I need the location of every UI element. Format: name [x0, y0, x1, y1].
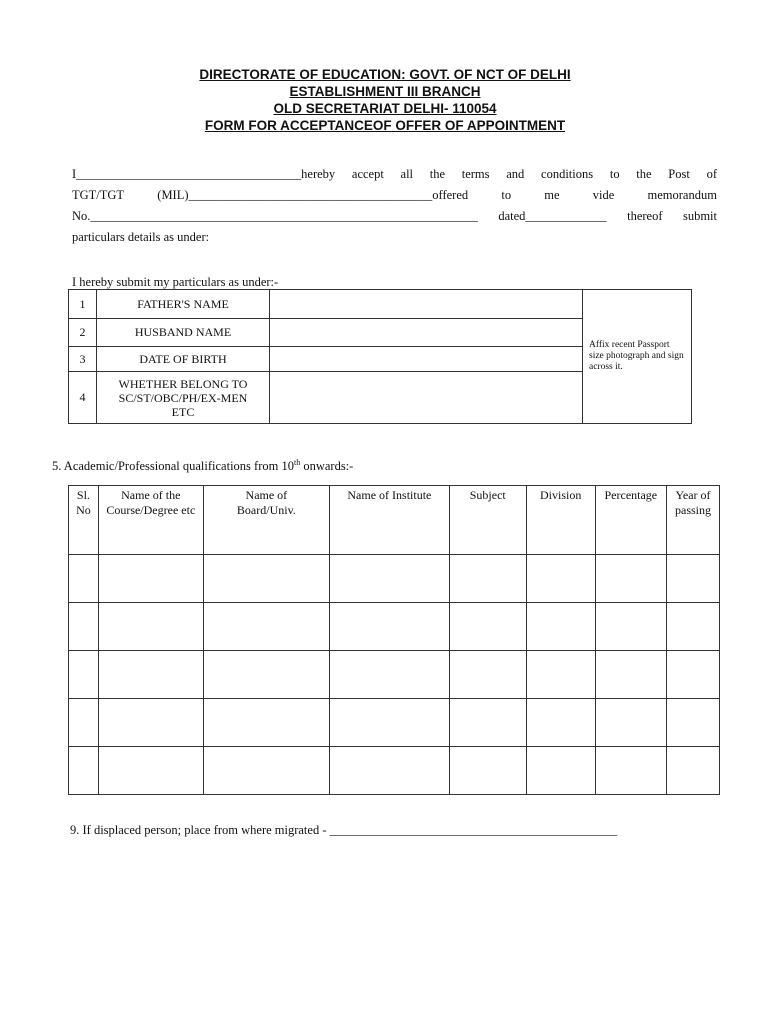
heading-text: 5. Academic/Professional qualifications from 10: [52, 459, 294, 474]
table-cell[interactable]: [69, 747, 99, 795]
table-row: [69, 290, 692, 319]
row-number: 2: [69, 319, 97, 347]
husband-name-field[interactable]: [270, 319, 583, 347]
table-cell[interactable]: [449, 747, 526, 795]
table-cell[interactable]: [329, 699, 449, 747]
table-row: [69, 603, 720, 651]
photo-instruction: Affix recent Passport size photograph and sign across it.: [589, 340, 684, 372]
table-row: [69, 651, 720, 699]
table-cell[interactable]: [595, 699, 666, 747]
table-cell[interactable]: [667, 603, 720, 651]
column-header: Name of Board/Univ.: [203, 486, 329, 555]
table-cell[interactable]: [667, 699, 720, 747]
table-cell[interactable]: [329, 555, 449, 603]
table-cell[interactable]: [526, 747, 595, 795]
column-header: Division: [526, 486, 595, 555]
table-cell[interactable]: [69, 555, 99, 603]
table-cell[interactable]: [69, 699, 99, 747]
declaration-word: submit: [682, 209, 717, 223]
table-cell[interactable]: [203, 603, 329, 651]
declaration-word: and: [506, 167, 525, 181]
declaration-line-1: [72, 165, 717, 183]
table-cell[interactable]: [203, 651, 329, 699]
declaration-word: terms: [461, 167, 490, 181]
header-directorate: DIRECTORATE OF EDUCATION: GOVT. OF NCT OF DELHI: [199, 67, 571, 82]
table-cell[interactable]: [595, 747, 666, 795]
table-header-row: [69, 486, 720, 555]
displaced-person-line: 9. If displaced person; place from where migrated - ______________________________________________: [70, 823, 618, 837]
table-row: [69, 699, 720, 747]
qualifications-table: [68, 485, 720, 795]
form-title: FORM FOR ACCEPTANCEOF OFFER OF APPOINTMENT: [204, 118, 566, 133]
heading-superscript: th: [293, 458, 301, 467]
table-cell[interactable]: [595, 651, 666, 699]
declaration-word: dated_____________: [498, 209, 607, 223]
table-cell[interactable]: [526, 603, 595, 651]
declaration-line-3: [72, 207, 717, 225]
particulars-table: [68, 289, 692, 424]
table-cell[interactable]: [329, 651, 449, 699]
table-cell[interactable]: [203, 747, 329, 795]
column-header: Name of the Course/Degree etc: [98, 486, 203, 555]
table-cell[interactable]: [329, 603, 449, 651]
table-cell[interactable]: [449, 699, 526, 747]
table-row: [69, 555, 720, 603]
table-cell[interactable]: [98, 699, 203, 747]
table-cell[interactable]: [69, 651, 99, 699]
table-cell[interactable]: [526, 555, 595, 603]
table-cell[interactable]: [449, 555, 526, 603]
table-cell[interactable]: [203, 699, 329, 747]
declaration-word: particulars details as under:: [72, 230, 210, 244]
table-cell[interactable]: [449, 603, 526, 651]
table-cell[interactable]: [98, 603, 203, 651]
declaration-word: to: [501, 188, 512, 202]
particular-label: HUSBAND NAME: [97, 319, 270, 347]
table-row: [69, 747, 720, 795]
declaration-word: all: [400, 167, 414, 181]
declaration-word: the: [636, 167, 652, 181]
heading-text: onwards:-: [300, 459, 354, 474]
table-cell[interactable]: [667, 747, 720, 795]
particular-label: DATE OF BIRTH: [97, 347, 270, 372]
table-cell[interactable]: [98, 747, 203, 795]
qualifications-heading: [52, 455, 353, 474]
table-cell[interactable]: [449, 651, 526, 699]
category-field[interactable]: [270, 372, 583, 424]
header-address: OLD SECRETARIAT DELHI- 110054: [273, 101, 497, 116]
declaration-word: I____________________________________hereby: [72, 167, 336, 181]
table-cell[interactable]: [595, 603, 666, 651]
declaration-word: TGT/TGT: [72, 188, 125, 202]
fathers-name-field[interactable]: [270, 290, 583, 319]
declaration-word: the: [429, 167, 446, 181]
declaration-word: (MIL)_______________________________________offered: [157, 188, 469, 202]
declaration-word: Post: [668, 167, 690, 181]
declaration-line-2: [72, 186, 717, 204]
declaration-word: me: [544, 188, 560, 202]
row-number: 4: [69, 372, 97, 424]
declaration-word: to: [609, 167, 620, 181]
header-branch: ESTABLISHMENT III BRANCH: [289, 84, 481, 99]
table-cell[interactable]: [667, 651, 720, 699]
declaration-word: memorandum: [647, 188, 717, 202]
photo-box[interactable]: [583, 290, 692, 424]
particulars-intro: I hereby submit my particulars as under:-: [72, 275, 279, 289]
table-cell[interactable]: [98, 555, 203, 603]
table-cell[interactable]: [203, 555, 329, 603]
table-cell[interactable]: [69, 603, 99, 651]
table-cell[interactable]: [526, 699, 595, 747]
declaration-word: thereof: [627, 209, 663, 223]
table-cell[interactable]: [595, 555, 666, 603]
column-header: Sl. No: [69, 486, 99, 555]
column-header: Subject: [449, 486, 526, 555]
column-header: Name of Institute: [329, 486, 449, 555]
particular-label: FATHER'S NAME: [97, 290, 270, 319]
date-of-birth-field[interactable]: [270, 347, 583, 372]
table-cell[interactable]: [667, 555, 720, 603]
declaration-word: No.______________________________________________________________: [72, 209, 478, 223]
declaration-word: conditions: [541, 167, 594, 181]
declaration-word: of: [706, 167, 717, 181]
column-header: Percentage: [595, 486, 666, 555]
particular-label: WHETHER BELONG TO SC/ST/OBC/PH/EX-MEN ETC: [97, 372, 270, 424]
declaration-word: vide: [592, 188, 615, 202]
row-number: 1: [69, 290, 97, 319]
table-cell[interactable]: [329, 747, 449, 795]
table-cell[interactable]: [98, 651, 203, 699]
declaration-word: accept: [351, 167, 384, 181]
declaration-line-4: [72, 228, 717, 246]
column-header: Year of passing: [667, 486, 720, 555]
table-cell[interactable]: [526, 651, 595, 699]
row-number: 3: [69, 347, 97, 372]
